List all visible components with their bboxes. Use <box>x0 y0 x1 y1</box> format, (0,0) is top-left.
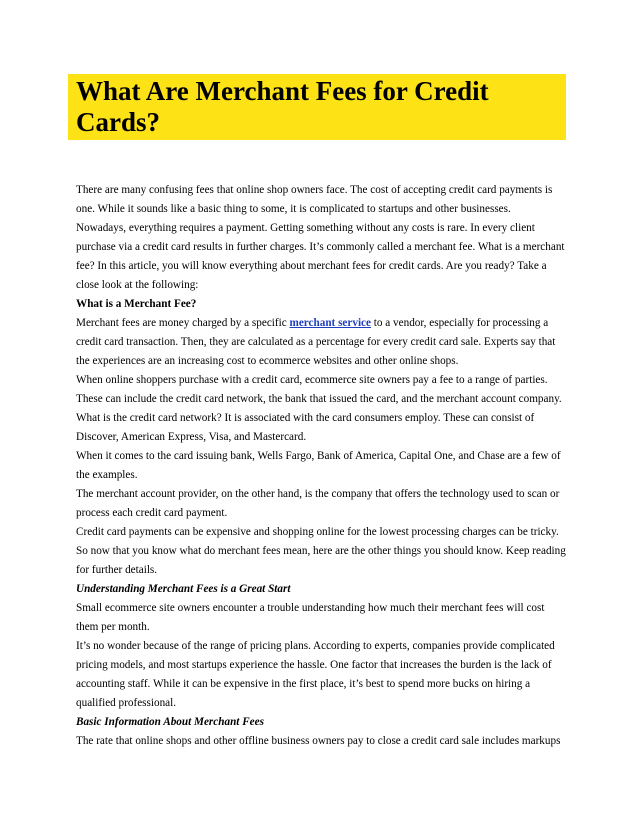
intro-paragraph-2: Nowadays, everything requires a payment. Getting something without any costs is rare. In every client purchase via a credit card results in further charges. It’s commonly called a merchant fee. What is a merchant fee? In this article, you will know everything about merchant fees for credit cards. Are you ready? Take a close look at the following: <box>76 222 565 291</box>
section-heading-basic-information: Basic Information About Merchant Fees <box>76 716 264 728</box>
section1-paragraph-4: When it comes to the card issuing bank, Wells Fargo, Bank of America, Capital One, and Chase are a few of the examples. <box>76 450 561 481</box>
section1-paragraph-7: So now that you know what do merchant fees mean, here are the other things you should know. Keep reading for further details. <box>76 545 566 576</box>
section2-paragraph-2: It’s no wonder because of the range of pricing plans. According to experts, companies provide complicated pricing models, and most startups experience the hassle. One factor that increases the burden is the lack of accounting staff. While it can be expensive in the first place, it’s best to spend more bucks on hiring a qualified professional. <box>76 640 555 709</box>
section-heading-merchant-fee: What is a Merchant Fee? <box>76 298 197 310</box>
intro-paragraph-1: There are many confusing fees that online shop owners face. The cost of accepting credit card payments is one. While it sounds like a basic thing to some, it is complicated to startups and other businesses. <box>76 184 553 215</box>
section-heading-understanding-fees: Understanding Merchant Fees is a Great Start <box>76 583 291 595</box>
section1-paragraph-1 <box>76 314 568 371</box>
section2-paragraph-1: Small ecommerce site owners encounter a trouble understanding how much their merchant fees will cost them per month. <box>76 602 545 633</box>
section1-p1-after: to a vendor, especially for processing a credit card transaction. Then, they are calculated as a percentage for every credit card sale. Experts say that the experiences are an increasing cost to ecommerce websites and other online shops. <box>76 317 556 367</box>
merchant-service-link[interactable]: merchant service <box>289 317 371 329</box>
section1-paragraph-6: Credit card payments can be expensive and shopping online for the lowest processing charges can be tricky. <box>76 526 559 538</box>
section1-paragraph-2: When online shoppers purchase with a credit card, ecommerce site owners pay a fee to a range of parties. These can include the credit card network, the bank that issued the card, and the merchant account company. <box>76 374 562 405</box>
article-body <box>76 181 568 751</box>
section1-paragraph-5: The merchant account provider, on the other hand, is the company that offers the technology used to scan or process each credit card payment. <box>76 488 560 519</box>
section1-paragraph-3: What is the credit card network? It is associated with the card consumers employ. These can consist of Discover, American Express, Visa, and Mastercard. <box>76 412 535 443</box>
page-title: What Are Merchant Fees for Credit Cards? <box>76 76 489 137</box>
section1-p1-before: Merchant fees are money charged by a specific <box>76 317 290 329</box>
section3-paragraph-1: The rate that online shops and other offline business owners pay to close a credit card sale includes markups <box>76 735 561 747</box>
